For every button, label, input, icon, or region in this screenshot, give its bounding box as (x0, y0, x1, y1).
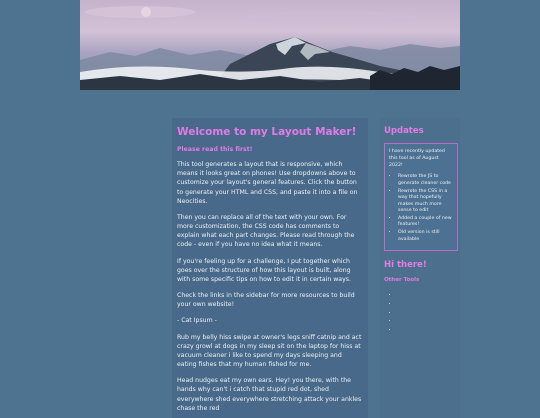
header-banner-image (80, 0, 460, 90)
updates-item: • Added a couple of new features! (398, 216, 453, 229)
tool-link-item[interactable] (398, 290, 456, 299)
mountain-landscape-illustration (80, 0, 460, 90)
updates-box (384, 143, 458, 251)
updates-intro: I have recently updated this tool as of August 2022! (389, 149, 445, 168)
tool-link-item[interactable] (398, 308, 456, 317)
hi-there-heading: Hi there! (384, 260, 427, 271)
updates-list (389, 174, 453, 243)
paragraph: If you're feeling up for a challenge, I put together which goes over the structure of how this layout is built, along with some specific tips on how to edit it in certain ways. (177, 257, 351, 283)
paragraph: - Cat Ipsum - (177, 317, 217, 325)
tool-link-item[interactable] (398, 316, 456, 325)
paragraph: Check the links in the sidebar for more resources to build your own website! (177, 292, 355, 309)
paragraph: Head nudges eat my own ears. Hey! you there, with the hands why can't i catch that stupid red dot, shed everywhere shed everywhere stretching attack your ankles chase the red (177, 377, 362, 412)
sidebar (380, 118, 460, 418)
other-tools-list (384, 290, 456, 334)
updates-item: • Old version is still available (398, 230, 453, 243)
updates-item: • Rewrote the CSS in a way that hopefully makes much more sense to edit (398, 189, 453, 215)
tool-link-item[interactable] (398, 325, 456, 334)
updates-heading: Updates (384, 126, 424, 136)
paragraph: Rub my belly hiss swipe at owner's legs sniff catnip and act crazy growl at dogs in my sleep sit on the laptop for hiss at vacuum cleaner i like to spend my days sleeping and eating fishes that my human fished for me. (177, 333, 362, 369)
updates-item: • Rewrote the JS to generate cleaner code (398, 174, 453, 187)
main-content (172, 118, 368, 418)
page-title: Welcome to my Layout Maker! (177, 126, 357, 138)
tool-link-item[interactable] (398, 299, 456, 308)
subtitle: Please read this first! (177, 146, 253, 153)
paragraph: This tool generates a layout that is responsive, which means it looks great on phones! Use dropdowns above to customize your layout's general features. Click the button to generate your HTML and CSS, and paste it into a file on Neocities. (177, 161, 358, 205)
paragraph: Then you can replace all of the text with your own. For more customization, the CSS code has comments to explain what each part changes. Please read through the code - even if you have no idea what it means. (177, 213, 355, 249)
other-tools-heading: Other Tools (384, 277, 420, 284)
